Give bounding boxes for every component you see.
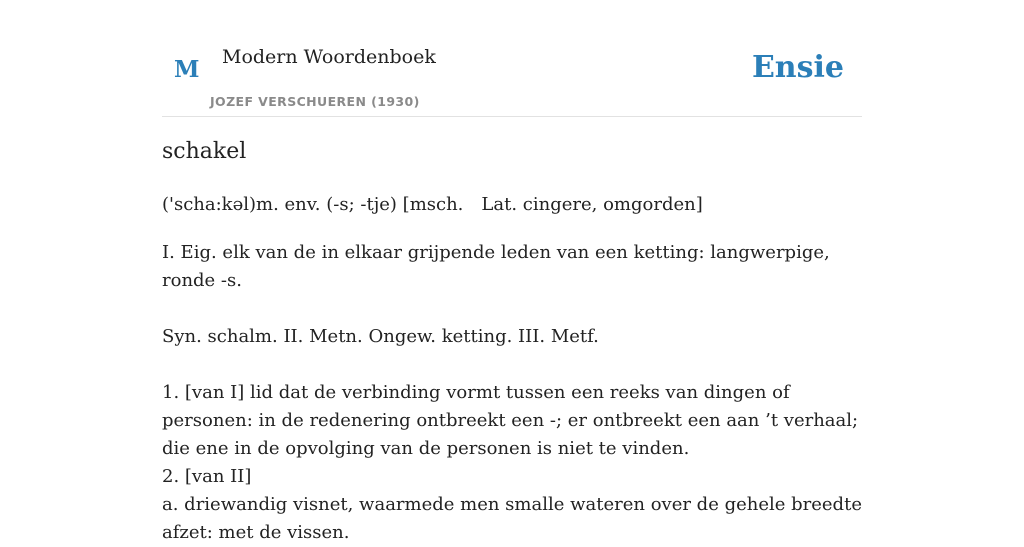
definition-line: 2. [van II] [162, 466, 252, 487]
dictionary-title[interactable]: Modern Woordenboek [222, 46, 436, 68]
definition-line: I. Eig. elk van de in elkaar grijpende leden van een ketting: langwerpige, ronde -s. [162, 242, 830, 291]
dictionary-logo[interactable]: M [174, 56, 200, 83]
entry-definition [162, 239, 862, 547]
definition-line: 1. [van I] lid dat de verbinding vormt tussen een reeks van dingen of personen: in de redenering ontbreekt een -; er ontbreekt een aan ’t verhaal; die ene in de opvolging van de personen is niet te vinden. [162, 382, 859, 459]
entry-pronunciation: ('scha:kəl)m. env. (-s; -tje) [msch. [162, 194, 464, 215]
entry-headword: schakel [162, 139, 247, 164]
paragraph-spacer [162, 295, 862, 323]
definition-line: a. driewandig visnet, waarmede men smalle wateren over de gehele breedte afzet: met de vissen. [162, 494, 862, 543]
dictionary-author: JOZEF VERSCHUEREN (1930) [210, 94, 420, 109]
definition-line: Syn. schalm. II. Metn. Ongew. ketting. III. Metf. [162, 326, 599, 347]
ensie-logo-link[interactable]: Ensie [751, 50, 844, 85]
entry-etymology: Lat. cingere, omgorden] [481, 194, 703, 215]
dictionary-header [162, 0, 862, 117]
entry-grammar [162, 194, 703, 215]
paragraph-spacer [162, 351, 862, 379]
